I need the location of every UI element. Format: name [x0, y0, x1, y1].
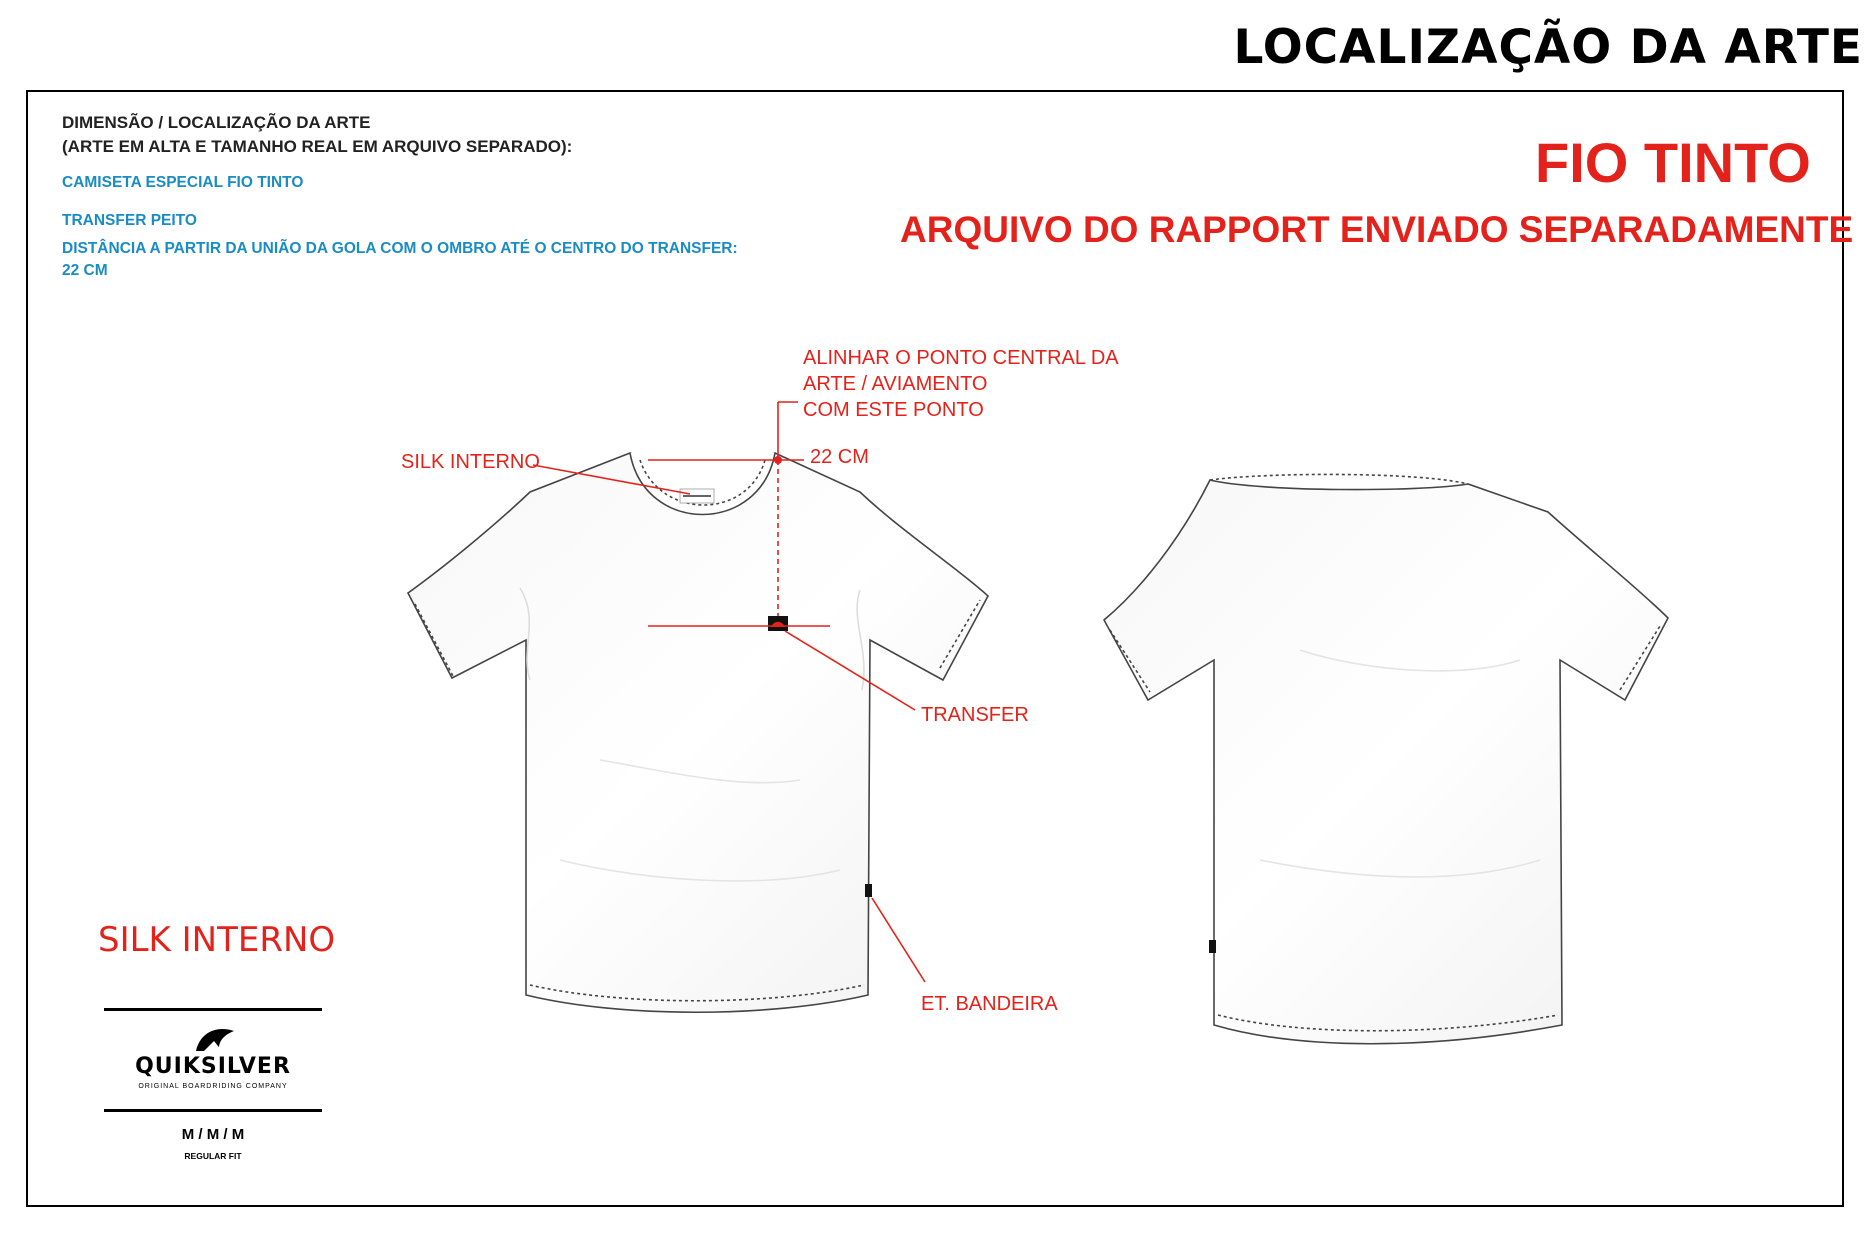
align-note-line-3: COM ESTE PONTO — [803, 399, 984, 421]
spec-heading-2: (ARTE EM ALTA E TAMANHO REAL EM ARQUIVO SEPARADO): — [62, 137, 573, 156]
distance-value: 22 CM — [62, 262, 108, 279]
tshirt-front — [408, 453, 988, 1012]
page-title: LOCALIZAÇÃO DA ARTE — [1233, 20, 1863, 75]
flag-label-callout: ET. BANDEIRA — [921, 993, 1058, 1015]
align-note-line-2: ARTE / AVIAMENTO — [803, 373, 988, 395]
inner-silk-print — [680, 489, 714, 503]
align-point — [774, 456, 782, 464]
silk-interno-label: SILK INTERNO — [401, 451, 540, 473]
flag-label-back — [1209, 940, 1216, 953]
align-note-line-1: ALINHAR O PONTO CENTRAL DA — [803, 347, 1119, 369]
brand-tagline: ORIGINAL BOARDRIDING COMPANY — [138, 1083, 288, 1090]
silk-bottom-rule — [104, 1109, 322, 1112]
silk-label-artwork — [104, 1008, 322, 1161]
brand-wordmark: QUIKSILVER — [135, 1054, 291, 1079]
distance-label: DISTÂNCIA A PARTIR DA UNIÃO DA GOLA COM O OMBRO ATÉ O CENTRO DO TRANSFER: — [62, 240, 738, 257]
measure-label: 22 CM — [810, 446, 869, 468]
fit-label: REGULAR FIT — [184, 1151, 242, 1161]
spec-heading-1: DIMENSÃO / LOCALIZAÇÃO DA ARTE — [62, 113, 371, 132]
silk-section-title: SILK INTERNO — [98, 920, 336, 960]
tshirt-back — [1104, 474, 1668, 1043]
fabric-note: FIO TINTO — [1535, 131, 1811, 194]
rapport-note: ARQUIVO DO RAPPORT ENVIADO SEPARADAMENTE — [900, 209, 1854, 250]
size-label: M / M / M — [181, 1126, 245, 1143]
placement-name: TRANSFER PEITO — [62, 212, 197, 229]
flag-label-front — [865, 884, 872, 897]
transfer-label: TRANSFER — [921, 704, 1029, 726]
product-name: CAMISETA ESPECIAL FIO TINTO — [62, 174, 304, 191]
